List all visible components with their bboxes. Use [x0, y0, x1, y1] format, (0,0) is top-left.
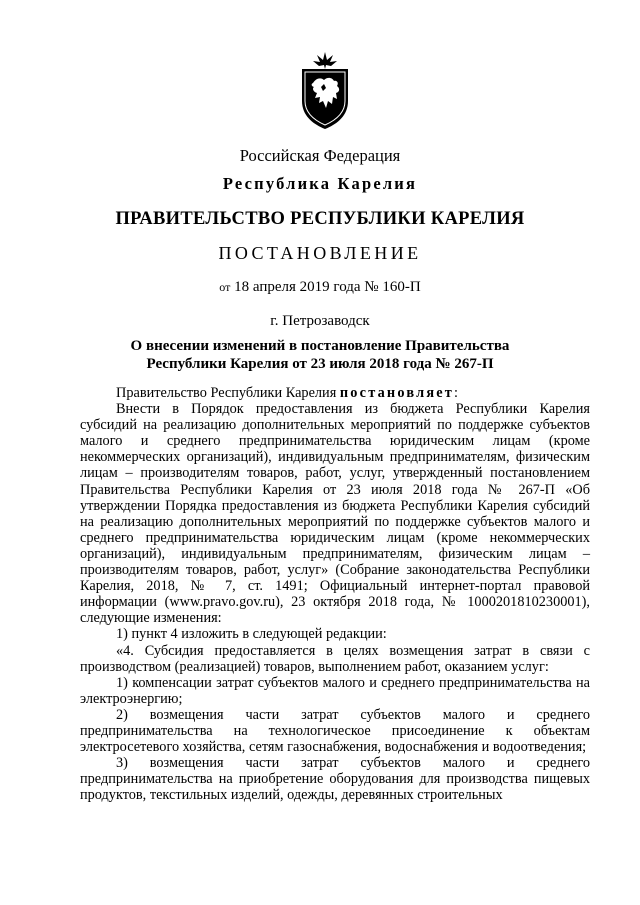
title-line-1: О внесении изменений в постановление Правительства	[130, 338, 510, 354]
document-title	[0, 337, 640, 373]
document-date-line	[0, 279, 640, 296]
document-date: 18 апреля 2019 года № 160-П	[234, 279, 421, 295]
country-name: Российская Федерация	[239, 146, 401, 165]
intro-text: Правительство Республики Карелия	[116, 385, 340, 401]
coat-of-arms-icon	[299, 51, 351, 130]
document-body	[80, 385, 590, 803]
paragraph-subclause-2: 2) возмещения части затрат субъектов малого и среднего предпринимательства на технологическое присоединение к объектам электросетевого хозяйства, сетям газоснабжения, водоснабжения и водоотведения;	[80, 706, 590, 756]
paragraph-subclause-1: 1) компенсации затрат субъектов малого и среднего предпринимательства на электроэнергию;	[80, 674, 590, 707]
government-name: ПРАВИТЕЛЬСТВО РЕСПУБЛИКИ КАРЕЛИЯ	[115, 209, 525, 229]
date-prefix: от	[219, 280, 231, 294]
paragraph-main-amendment: Внести в Порядок предоставления из бюджета Республики Карелия субсидий на реализацию дополнительных мероприятий по поддержке субъектов малого и среднего предпринимательства юридическим лицам (кроме некоммерческих организаций), индивидуальным предпринимателям, физическим лицам – производителям товаров, работ, услуг, утвержденный постановлением Правительства Республики Карелия от 23 июля 2018 года № 267-П «Об утверждении Порядка предоставления из бюджета Республики Карелия субсидий на реализацию дополнительных мероприятий по поддержке субъектов малого и среднего предпринимательства юридическим лицам (кроме некоммерческих организаций), индивидуальным предпринимателям, физическим лицам – производителям товаров, работ, услуг» (Собрание законодательства Республики Карелия, 2018, № 7, ст. 1491; Официальный интернет-портал правовой информации (www.pravo.gov.ru), 23 октября 2018 года, № 1000201810230001), следующие изменения:	[80, 401, 590, 627]
document-city: г. Петрозаводск	[270, 313, 370, 329]
intro-colon: :	[454, 385, 459, 401]
document-type: ПОСТАНОВЛЕНИЕ	[218, 243, 422, 263]
paragraph-item-1: 1) пункт 4 изложить в следующей редакции:	[116, 626, 387, 643]
republic-name: Республика Карелия	[222, 174, 418, 193]
intro-resolves: постановляет	[339, 385, 455, 401]
title-line-2: Республики Карелия от 23 июля 2018 года № 267-П	[146, 356, 494, 372]
paragraph-subclause-3: 3) возмещения части затрат субъектов малого и среднего предпринимательства на приобретение оборудования для производства пищевых продуктов, текстильных изделий, одежды, деревянных строительных	[80, 755, 590, 804]
paragraph-clause-4: «4. Субсидия предоставляется в целях возмещения затрат в связи с производством (реализацией) товаров, выполнением работ, оказанием услуг:	[80, 642, 590, 675]
intro-paragraph	[80, 385, 590, 401]
